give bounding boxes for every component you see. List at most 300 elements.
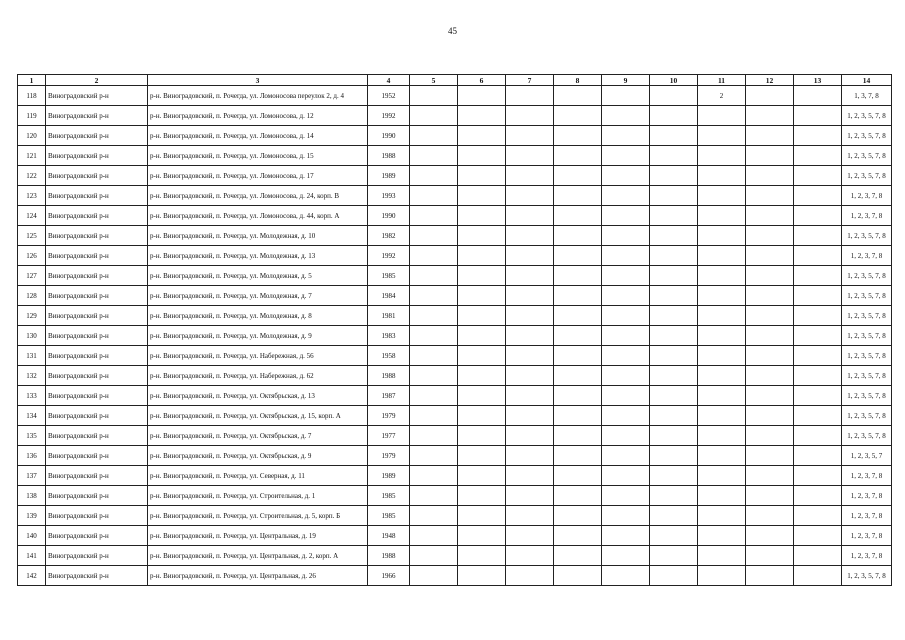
cell-col-2: Виноградовский р-н [46,426,148,446]
cell-col-5 [410,106,458,126]
cell-col-5 [410,286,458,306]
cell-col-7 [506,266,554,286]
cell-col-5 [410,566,458,586]
cell-col-9 [602,106,650,126]
cell-col-5 [410,346,458,366]
cell-col-2: Виноградовский р-н [46,526,148,546]
cell-col-14: 1, 2, 3, 5, 7, 8 [842,306,892,326]
cell-col-12 [746,466,794,486]
cell-col-6 [458,386,506,406]
cell-col-6 [458,206,506,226]
cell-col-11 [698,266,746,286]
cell-col-4: 1958 [368,346,410,366]
cell-col-8 [554,486,602,506]
cell-col-5 [410,246,458,266]
cell-col-5 [410,426,458,446]
cell-col-11 [698,506,746,526]
cell-col-7 [506,306,554,326]
cell-col-4: 1966 [368,566,410,586]
column-header-11: 11 [698,75,746,86]
table-row [18,346,892,366]
cell-col-13 [794,506,842,526]
cell-col-4: 1988 [368,146,410,166]
cell-col-12 [746,306,794,326]
cell-col-11 [698,426,746,446]
cell-col-11 [698,526,746,546]
table-row [18,206,892,226]
cell-col-4: 1988 [368,546,410,566]
cell-col-8 [554,506,602,526]
cell-col-14: 1, 2, 3, 5, 7, 8 [842,106,892,126]
cell-col-6 [458,86,506,106]
cell-col-7 [506,446,554,466]
cell-col-7 [506,546,554,566]
column-header-10: 10 [650,75,698,86]
cell-col-9 [602,126,650,146]
cell-col-12 [746,506,794,526]
cell-col-4: 1948 [368,526,410,546]
cell-col-12 [746,206,794,226]
cell-col-1: 126 [18,246,46,266]
table-row [18,506,892,526]
cell-col-13 [794,326,842,346]
column-header-1: 1 [18,75,46,86]
cell-col-10 [650,486,698,506]
cell-col-2: Виноградовский р-н [46,386,148,406]
table-row [18,306,892,326]
cell-col-6 [458,346,506,366]
cell-col-10 [650,146,698,166]
cell-col-4: 1983 [368,326,410,346]
cell-col-12 [746,546,794,566]
cell-col-7 [506,566,554,586]
cell-col-1: 124 [18,206,46,226]
cell-col-14: 1, 2, 3, 5, 7, 8 [842,226,892,246]
column-header-5: 5 [410,75,458,86]
cell-col-8 [554,406,602,426]
cell-col-7 [506,86,554,106]
cell-col-2: Виноградовский р-н [46,206,148,226]
cell-col-13 [794,566,842,586]
cell-col-4: 1981 [368,306,410,326]
cell-col-13 [794,446,842,466]
cell-col-3: р-н. Виноградовский, п. Рочегда, ул. Молодежная, д. 9 [148,326,368,346]
housing-registry-table [17,74,892,586]
cell-col-8 [554,566,602,586]
cell-col-13 [794,246,842,266]
cell-col-3: р-н. Виноградовский, п. Рочегда, ул. Молодежная, д. 5 [148,266,368,286]
cell-col-9 [602,326,650,346]
cell-col-8 [554,86,602,106]
cell-col-11 [698,166,746,186]
cell-col-10 [650,406,698,426]
cell-col-5 [410,386,458,406]
cell-col-14: 1, 2, 3, 5, 7, 8 [842,266,892,286]
table-row [18,386,892,406]
cell-col-10 [650,126,698,146]
cell-col-4: 1985 [368,486,410,506]
cell-col-3: р-н. Виноградовский, п. Рочегда, ул. Центральная, д. 2, корп. А [148,546,368,566]
cell-col-4: 1989 [368,166,410,186]
cell-col-4: 1992 [368,106,410,126]
table-row [18,246,892,266]
cell-col-13 [794,466,842,486]
cell-col-13 [794,386,842,406]
cell-col-3: р-н. Виноградовский, п. Рочегда, ул. Северная, д. 11 [148,466,368,486]
cell-col-2: Виноградовский р-н [46,166,148,186]
cell-col-1: 122 [18,166,46,186]
cell-col-14: 1, 2, 3, 5, 7, 8 [842,406,892,426]
cell-col-13 [794,406,842,426]
cell-col-10 [650,366,698,386]
cell-col-13 [794,226,842,246]
cell-col-8 [554,126,602,146]
cell-col-3: р-н. Виноградовский, п. Рочегда, ул. Ломоносова, д. 24, корп. В [148,186,368,206]
cell-col-6 [458,466,506,486]
cell-col-3: р-н. Виноградовский, п. Рочегда, ул. Центральная, д. 26 [148,566,368,586]
cell-col-14: 1, 2, 3, 5, 7, 8 [842,146,892,166]
cell-col-7 [506,146,554,166]
cell-col-7 [506,126,554,146]
cell-col-2: Виноградовский р-н [46,86,148,106]
column-header-7: 7 [506,75,554,86]
cell-col-7 [506,226,554,246]
cell-col-12 [746,366,794,386]
cell-col-4: 1982 [368,226,410,246]
cell-col-4: 1990 [368,126,410,146]
cell-col-5 [410,506,458,526]
cell-col-2: Виноградовский р-н [46,366,148,386]
cell-col-9 [602,266,650,286]
cell-col-8 [554,546,602,566]
cell-col-13 [794,306,842,326]
cell-col-12 [746,186,794,206]
cell-col-13 [794,186,842,206]
cell-col-7 [506,466,554,486]
cell-col-1: 135 [18,426,46,446]
cell-col-13 [794,526,842,546]
cell-col-4: 1992 [368,246,410,266]
cell-col-10 [650,426,698,446]
cell-col-6 [458,106,506,126]
cell-col-13 [794,86,842,106]
cell-col-5 [410,306,458,326]
table-row [18,406,892,426]
cell-col-13 [794,266,842,286]
cell-col-2: Виноградовский р-н [46,226,148,246]
cell-col-10 [650,206,698,226]
column-header-12: 12 [746,75,794,86]
cell-col-7 [506,286,554,306]
cell-col-5 [410,86,458,106]
table-row [18,446,892,466]
cell-col-7 [506,426,554,446]
cell-col-10 [650,466,698,486]
cell-col-9 [602,386,650,406]
cell-col-7 [506,366,554,386]
cell-col-2: Виноградовский р-н [46,186,148,206]
cell-col-8 [554,266,602,286]
cell-col-1: 136 [18,446,46,466]
cell-col-9 [602,286,650,306]
cell-col-4: 1979 [368,446,410,466]
cell-col-4: 1988 [368,366,410,386]
table-row [18,266,892,286]
cell-col-11 [698,106,746,126]
cell-col-3: р-н. Виноградовский, п. Рочегда, ул. Ломоносова, д. 14 [148,126,368,146]
cell-col-3: р-н. Виноградовский, п. Рочегда, ул. Строительная, д. 5, корп. Б [148,506,368,526]
cell-col-9 [602,426,650,446]
table-row [18,186,892,206]
table-row [18,366,892,386]
cell-col-8 [554,526,602,546]
cell-col-14: 1, 2, 3, 7, 8 [842,486,892,506]
cell-col-2: Виноградовский р-н [46,106,148,126]
cell-col-14: 1, 2, 3, 7, 8 [842,186,892,206]
cell-col-14: 1, 2, 3, 5, 7, 8 [842,386,892,406]
cell-col-2: Виноградовский р-н [46,466,148,486]
cell-col-1: 138 [18,486,46,506]
cell-col-6 [458,566,506,586]
table-row [18,126,892,146]
cell-col-1: 119 [18,106,46,126]
cell-col-11 [698,566,746,586]
table-row [18,566,892,586]
cell-col-6 [458,286,506,306]
cell-col-6 [458,246,506,266]
cell-col-14: 1, 2, 3, 5, 7, 8 [842,326,892,346]
cell-col-8 [554,166,602,186]
cell-col-8 [554,466,602,486]
cell-col-3: р-н. Виноградовский, п. Рочегда, ул. Строительная, д. 1 [148,486,368,506]
cell-col-4: 1985 [368,506,410,526]
cell-col-9 [602,526,650,546]
cell-col-3: р-н. Виноградовский, п. Рочегда, ул. Октябрьская, д. 7 [148,426,368,446]
cell-col-12 [746,406,794,426]
cell-col-1: 130 [18,326,46,346]
cell-col-2: Виноградовский р-н [46,546,148,566]
cell-col-5 [410,186,458,206]
cell-col-6 [458,546,506,566]
cell-col-1: 128 [18,286,46,306]
cell-col-10 [650,226,698,246]
cell-col-14: 1, 2, 3, 5, 7, 8 [842,166,892,186]
cell-col-8 [554,286,602,306]
cell-col-2: Виноградовский р-н [46,126,148,146]
cell-col-10 [650,106,698,126]
cell-col-11 [698,146,746,166]
cell-col-12 [746,226,794,246]
cell-col-5 [410,466,458,486]
cell-col-10 [650,566,698,586]
cell-col-11 [698,126,746,146]
cell-col-1: 132 [18,366,46,386]
cell-col-6 [458,226,506,246]
cell-col-14: 1, 2, 3, 7, 8 [842,206,892,226]
header-row [18,75,892,86]
cell-col-13 [794,286,842,306]
table-row [18,146,892,166]
cell-col-7 [506,406,554,426]
cell-col-14: 1, 2, 3, 5, 7, 8 [842,426,892,446]
cell-col-10 [650,446,698,466]
cell-col-4: 1987 [368,386,410,406]
cell-col-8 [554,426,602,446]
cell-col-14: 1, 2, 3, 7, 8 [842,466,892,486]
cell-col-6 [458,486,506,506]
cell-col-6 [458,426,506,446]
cell-col-6 [458,526,506,546]
cell-col-12 [746,146,794,166]
cell-col-12 [746,246,794,266]
cell-col-6 [458,306,506,326]
cell-col-8 [554,306,602,326]
cell-col-7 [506,206,554,226]
cell-col-11: 2 [698,86,746,106]
table-row [18,466,892,486]
cell-col-7 [506,346,554,366]
cell-col-11 [698,406,746,426]
cell-col-8 [554,186,602,206]
cell-col-1: 140 [18,526,46,546]
page-number: 45 [448,26,457,36]
cell-col-9 [602,226,650,246]
cell-col-9 [602,486,650,506]
table-row [18,166,892,186]
table-body [18,86,892,586]
column-header-6: 6 [458,75,506,86]
cell-col-2: Виноградовский р-н [46,246,148,266]
cell-col-5 [410,146,458,166]
cell-col-5 [410,486,458,506]
cell-col-12 [746,86,794,106]
cell-col-8 [554,106,602,126]
cell-col-9 [602,206,650,226]
cell-col-5 [410,406,458,426]
cell-col-13 [794,206,842,226]
cell-col-13 [794,166,842,186]
cell-col-7 [506,166,554,186]
cell-col-14: 1, 2, 3, 5, 7, 8 [842,566,892,586]
cell-col-2: Виноградовский р-н [46,266,148,286]
cell-col-2: Виноградовский р-н [46,286,148,306]
cell-col-14: 1, 2, 3, 5, 7, 8 [842,346,892,366]
column-header-8: 8 [554,75,602,86]
cell-col-4: 1990 [368,206,410,226]
cell-col-9 [602,186,650,206]
cell-col-1: 137 [18,466,46,486]
cell-col-10 [650,546,698,566]
table-row [18,526,892,546]
cell-col-1: 129 [18,306,46,326]
cell-col-3: р-н. Виноградовский, п. Рочегда, ул. Молодежная, д. 10 [148,226,368,246]
cell-col-9 [602,366,650,386]
cell-col-12 [746,266,794,286]
cell-col-9 [602,566,650,586]
cell-col-13 [794,346,842,366]
cell-col-11 [698,386,746,406]
cell-col-8 [554,326,602,346]
cell-col-11 [698,226,746,246]
cell-col-7 [506,526,554,546]
cell-col-12 [746,126,794,146]
cell-col-2: Виноградовский р-н [46,146,148,166]
cell-col-13 [794,486,842,506]
cell-col-9 [602,166,650,186]
cell-col-14: 1, 2, 3, 7, 8 [842,506,892,526]
cell-col-8 [554,366,602,386]
cell-col-10 [650,506,698,526]
table-row [18,106,892,126]
cell-col-11 [698,346,746,366]
cell-col-6 [458,366,506,386]
cell-col-5 [410,266,458,286]
cell-col-10 [650,526,698,546]
cell-col-5 [410,526,458,546]
cell-col-9 [602,546,650,566]
cell-col-1: 141 [18,546,46,566]
cell-col-1: 118 [18,86,46,106]
cell-col-14: 1, 2, 3, 7, 8 [842,546,892,566]
cell-col-7 [506,106,554,126]
cell-col-2: Виноградовский р-н [46,506,148,526]
cell-col-9 [602,306,650,326]
cell-col-1: 123 [18,186,46,206]
cell-col-3: р-н. Виноградовский, п. Рочегда, ул. Ломоносова, д. 17 [148,166,368,186]
cell-col-12 [746,286,794,306]
cell-col-13 [794,426,842,446]
cell-col-2: Виноградовский р-н [46,306,148,326]
cell-col-7 [506,506,554,526]
cell-col-8 [554,226,602,246]
cell-col-11 [698,546,746,566]
cell-col-3: р-н. Виноградовский, п. Рочегда, ул. Центральная, д. 19 [148,526,368,546]
cell-col-10 [650,86,698,106]
cell-col-12 [746,486,794,506]
cell-col-7 [506,386,554,406]
column-header-9: 9 [602,75,650,86]
cell-col-11 [698,446,746,466]
cell-col-5 [410,166,458,186]
cell-col-10 [650,186,698,206]
cell-col-7 [506,246,554,266]
cell-col-9 [602,86,650,106]
cell-col-9 [602,406,650,426]
cell-col-2: Виноградовский р-н [46,446,148,466]
cell-col-9 [602,246,650,266]
cell-col-3: р-н. Виноградовский, п. Рочегда, ул. Октябрьская, д. 9 [148,446,368,466]
cell-col-1: 121 [18,146,46,166]
cell-col-6 [458,126,506,146]
cell-col-1: 127 [18,266,46,286]
cell-col-3: р-н. Виноградовский, п. Рочегда, ул. Набережная, д. 56 [148,346,368,366]
table-row [18,226,892,246]
cell-col-13 [794,126,842,146]
cell-col-6 [458,266,506,286]
cell-col-11 [698,206,746,226]
cell-col-3: р-н. Виноградовский, п. Рочегда, ул. Ломоносова, д. 12 [148,106,368,126]
cell-col-5 [410,326,458,346]
cell-col-10 [650,166,698,186]
cell-col-14: 1, 3, 7, 8 [842,86,892,106]
cell-col-10 [650,246,698,266]
cell-col-5 [410,126,458,146]
column-header-14: 14 [842,75,892,86]
cell-col-4: 1993 [368,186,410,206]
cell-col-13 [794,366,842,386]
cell-col-4: 1989 [368,466,410,486]
cell-col-14: 1, 2, 3, 5, 7, 8 [842,286,892,306]
